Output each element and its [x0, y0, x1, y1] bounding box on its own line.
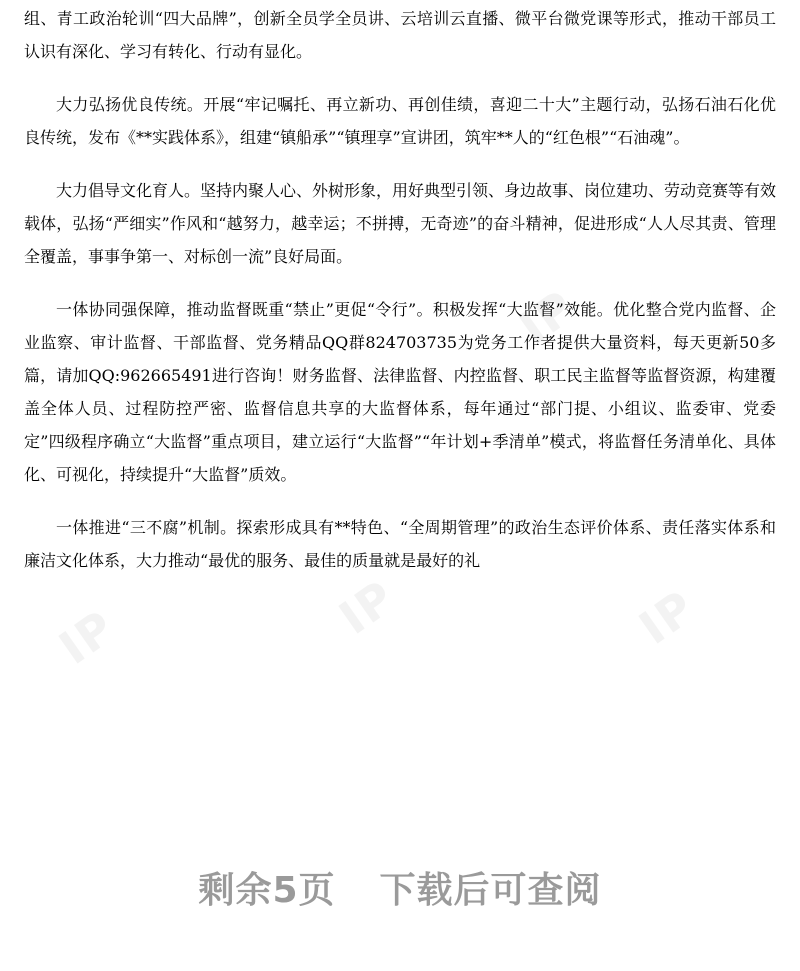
remaining-pages-text: 剩余5页 [198, 870, 336, 911]
watermark-logo: IP [329, 569, 406, 645]
paragraph: 大力倡导文化育人。坚持内聚人心、外树形象，用好典型引领、身边故事、岗位建功、劳动竞赛等有效载体，弘扬“严细实”作风和“越努力，越幸运；不拼搏，无奇迹”的奋斗精神，促进形成“人人尽其责、管理全覆盖，事事争第一、对标创一流”良好局面。 [24, 181, 777, 266]
watermark-logo: IP [629, 579, 706, 655]
watermark-logo: IP [49, 599, 126, 675]
document-body [24, 0, 776, 597]
download-banner[interactable] [0, 862, 800, 913]
paragraph: 一体推进“三不腐”机制。探索形成具有**特色、“全周期管理”的政治生态评价体系、责任落实体系和廉洁文化体系，大力推动“最优的服务、最佳的质量就是最好的礼 [24, 518, 776, 570]
paragraph: 大力弘扬优良传统。开展“牢记嘱托、再立新功、再创佳绩，喜迎二十大”主题行动，弘扬石油石化优良传统，发布《**实践体系》，组建“镇船承”“镇理享”宣讲团，筑牢**人的“红色根”“石油魂”。 [24, 95, 776, 147]
watermark-logo: IP [509, 279, 586, 355]
download-hint-text: 下载后可查阅 [379, 870, 602, 911]
paragraph: 组、青工政治轮训“四大品牌”，创新全员学全员讲、云培训云直播、微平台微党课等形式，推动干部员工认识有深化、学习有转化、行动有显化。 [24, 9, 776, 61]
paragraph: 一体协同强保障，推动监督既重“禁止”更促“令行”。积极发挥“大监督”效能。优化整合党内监督、企业监察、审计监督、干部监督、党务精品QQ群824703735为党务工作者提供大量资料，每天更新50多篇，请加QQ:962665491进行咨询！财务监督、法律监督、内控监督、职工民主监督等监督资源，构建覆盖全体人员、过程防控严密、监督信息共享的大监督体系，每年通过“部门提、小组议、监委审、党委定”四级程序确立“大监督”重点项目，建立运行“大监督”“年计划+季清单”模式，将监督任务清单化、具体化、可视化，持续提升“大监督”质效。 [24, 300, 776, 484]
